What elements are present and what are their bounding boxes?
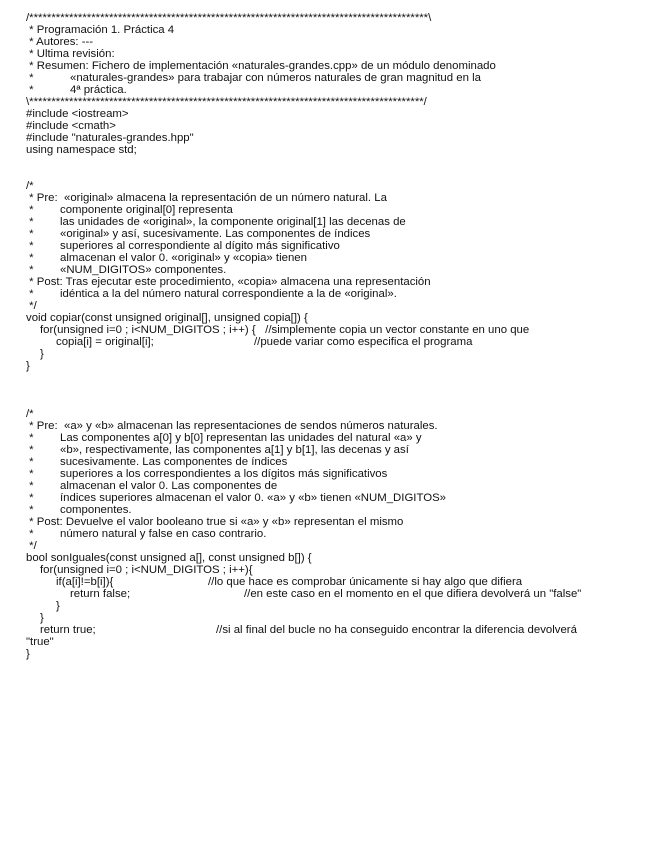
code-line (26, 624, 652, 636)
code-line (26, 516, 652, 528)
code-line (26, 48, 652, 60)
code-text: componentes. (60, 504, 132, 516)
code-line (26, 240, 652, 252)
code-line (26, 144, 652, 156)
code-text: //en este caso en el momento en el que difiera devolverá un "false" (244, 588, 582, 600)
code-text: «NUM_DIGITOS» componentes. (60, 264, 227, 276)
code-text: } (56, 600, 60, 612)
code-text: //si al final del bucle no ha conseguido encontrar la diferencia devolverá (216, 624, 577, 636)
code-text: * (26, 480, 34, 492)
code-text: //puede variar como especifica el programa (254, 336, 473, 348)
code-line (26, 648, 652, 660)
code-line (26, 432, 652, 444)
code-line (26, 12, 652, 24)
code-text: #include "naturales-grandes.hpp" (26, 132, 194, 144)
code-text: * Ultima revisión: (26, 48, 115, 60)
code-line (26, 360, 652, 372)
code-line (26, 456, 652, 468)
code-line (26, 228, 652, 240)
code-line (26, 480, 652, 492)
code-line (26, 180, 652, 192)
code-text: return true; (40, 624, 96, 636)
code-text: * (26, 240, 34, 252)
code-line (26, 96, 652, 108)
code-line (26, 300, 652, 312)
code-text: * Post: Devuelve el valor booleano true si «a» y «b» representan el mismo (26, 516, 404, 528)
code-text: las unidades de «original», la componente original[1] las decenas de (60, 216, 406, 228)
code-line (26, 108, 652, 120)
code-line (26, 312, 652, 324)
code-line (26, 264, 652, 276)
code-text: * (26, 528, 34, 540)
code-text: * Post: Tras ejecutar este procedimiento, «copia» almacena una representación (26, 276, 431, 288)
code-text: * (26, 72, 34, 84)
code-text: * (26, 84, 34, 96)
source-code-document (26, 12, 652, 660)
code-line (26, 528, 652, 540)
code-text: /* (26, 408, 34, 420)
code-line (26, 72, 652, 84)
code-line (26, 492, 652, 504)
code-line (26, 276, 652, 288)
code-text: * Programación 1. Práctica 4 (26, 24, 175, 36)
code-line (26, 36, 652, 48)
code-line (26, 564, 652, 576)
code-text: "true" (26, 636, 54, 648)
code-line (26, 216, 652, 228)
code-line (26, 588, 652, 600)
code-text: for(unsigned i=0 ; i<NUM_DIGITOS ; i++) { //simplemente copia un vector constante en uno que (40, 324, 530, 336)
code-text: * (26, 456, 34, 468)
code-line (26, 324, 652, 336)
code-text: «naturales-grandes» para trabajar con números naturales de gran magnitud en la (70, 72, 481, 84)
code-text: } (40, 612, 44, 624)
code-text: /******************************************************************************************\ (26, 12, 432, 24)
code-text: return false; (70, 588, 131, 600)
code-line (26, 60, 652, 72)
code-text: copia[i] = original[i]; (56, 336, 154, 348)
code-text: * (26, 252, 34, 264)
code-line (26, 600, 652, 612)
code-line (26, 612, 652, 624)
code-text: #include <iostream> (26, 108, 129, 120)
code-line (26, 540, 652, 552)
code-line (26, 252, 652, 264)
code-line (26, 156, 652, 168)
code-text: * Autores: --- (26, 36, 94, 48)
code-text: índices superiores almacenan el valor 0. «a» y «b» tienen «NUM_DIGITOS» (60, 492, 447, 504)
code-line (26, 420, 652, 432)
code-text: * (26, 444, 34, 456)
code-text: #include <cmath> (26, 120, 116, 132)
code-line (26, 132, 652, 144)
code-line (26, 408, 652, 420)
code-line (26, 384, 652, 396)
code-text: * (26, 492, 34, 504)
code-line (26, 168, 652, 180)
code-line (26, 84, 652, 96)
code-line (26, 204, 652, 216)
code-text: /* (26, 180, 34, 192)
code-text: } (26, 360, 30, 372)
code-text: //lo que hace es comprobar únicamente si hay algo que difiera (208, 576, 523, 588)
code-text: almacenan el valor 0. «original» y «copia» tienen (60, 252, 307, 264)
code-text: if(a[i]!=b[i]){ (56, 576, 114, 588)
code-text: idéntica a la del número natural correspondiente a la de «original». (60, 288, 397, 300)
code-line (26, 336, 652, 348)
code-text: */ (26, 300, 37, 312)
code-line (26, 396, 652, 408)
code-text: * (26, 468, 34, 480)
code-text: * (26, 216, 34, 228)
code-text: void copiar(const unsigned original[], unsigned copia[]) { (26, 312, 308, 324)
code-line (26, 504, 652, 516)
code-text: * Resumen: Fichero de implementación «naturales-grandes.cpp» de un módulo denominado (26, 60, 496, 72)
code-line (26, 636, 652, 648)
code-text: Las componentes a[0] y b[0] representan las unidades del natural «a» y (60, 432, 422, 444)
code-text: 4ª práctica. (70, 84, 127, 96)
code-text: número natural y false en caso contrario. (60, 528, 267, 540)
code-text: superiores al correspondiente al dígito más significativo (60, 240, 340, 252)
code-line (26, 288, 652, 300)
code-line (26, 372, 652, 384)
code-text: } (40, 348, 44, 360)
code-text: \*****************************************************************************************/ (26, 96, 427, 108)
code-line (26, 192, 652, 204)
code-line (26, 444, 652, 456)
code-text: componente original[0] representa (60, 204, 233, 216)
code-line (26, 24, 652, 36)
code-line (26, 348, 652, 360)
code-text: for(unsigned i=0 ; i<NUM_DIGITOS ; i++){ (40, 564, 253, 576)
code-text: superiores a los correspondientes a los dígitos más significativos (60, 468, 388, 480)
code-text: sucesivamente. Las componentes de índices (60, 456, 288, 468)
code-text: * (26, 504, 34, 516)
code-text: * (26, 288, 34, 300)
code-text: * (26, 228, 34, 240)
code-text: */ (26, 540, 37, 552)
code-text: * (26, 264, 34, 276)
code-text: using namespace std; (26, 144, 137, 156)
code-text: bool sonIguales(const unsigned a[], const unsigned b[]) { (26, 552, 312, 564)
code-text: * (26, 204, 34, 216)
code-text: «original» y así, sucesivamente. Las componentes de índices (60, 228, 371, 240)
code-line (26, 576, 652, 588)
code-line (26, 552, 652, 564)
code-text: «b», respectivamente, las componentes a[1] y b[1], las decenas y así (60, 444, 409, 456)
code-text: } (26, 648, 30, 660)
code-text: almacenan el valor 0. Las componentes de (60, 480, 278, 492)
code-text: * Pre: «a» y «b» almacenan las representaciones de sendos números naturales. (26, 420, 438, 432)
code-text: * Pre: «original» almacena la representación de un número natural. La (26, 192, 387, 204)
code-line (26, 468, 652, 480)
code-text: * (26, 432, 34, 444)
code-line (26, 120, 652, 132)
